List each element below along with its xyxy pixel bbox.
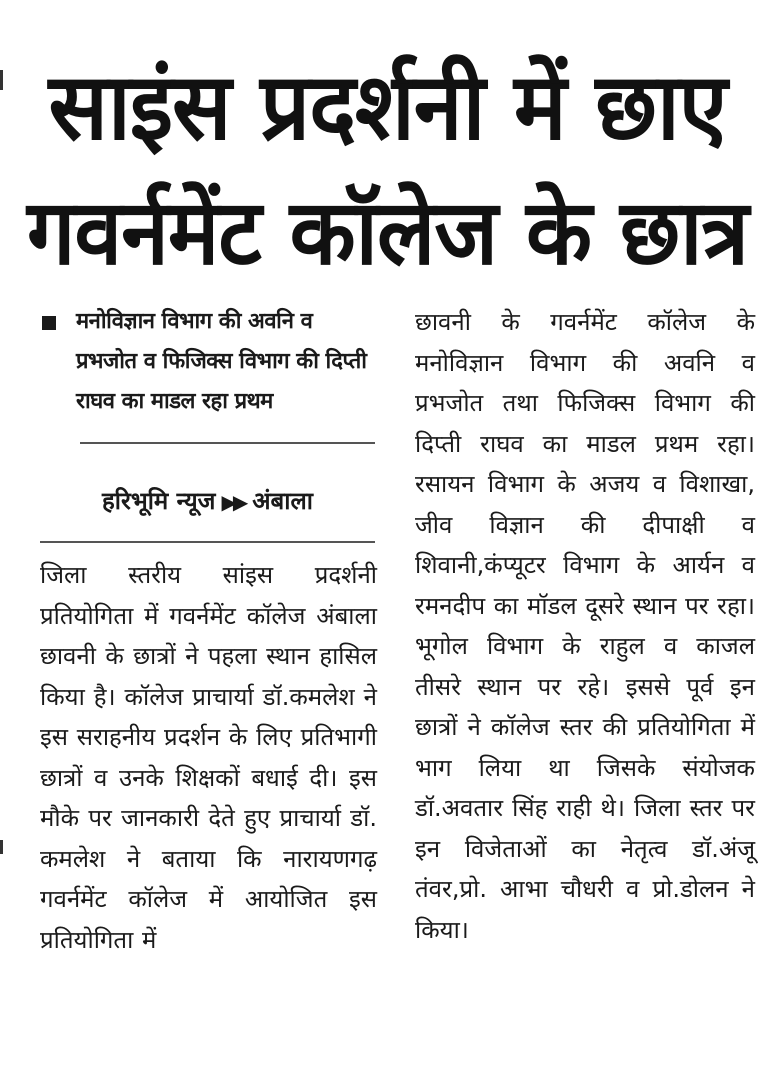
- byline-location: अंबाला: [252, 487, 313, 515]
- edge-mark: [0, 840, 3, 854]
- byline-source: हरिभूमि न्यूज: [102, 487, 216, 515]
- byline: [40, 481, 375, 522]
- article-body-right-column: छावनी के गवर्नमेंट कॉलेज के मनोविज्ञान विभाग की अवनि व प्रभजोत तथा फिजिक्स विभाग की दिप्ती राघव का माडल प्रथम रहा। रसायन विभाग के अजय व विशाखा, जीव विज्ञान की दीपाक्षी व शिवानी,कंप्यूटर विभाग के आर्यन व रमनदीप का मॉडल दूसरे स्थान पर रहा। भूगोल विभाग के राहुल व काजल तीसरे स्थान पर रहे। इससे पूर्व इन छात्रों ने कॉलेज स्तर की प्रतियोगिता में भाग लिया था जिसके संयोजक डॉ.अवतार सिंह राही थे। जिला स्तर पर इन विजेताओं का नेतृत्व डॉ.अंजू तंवर,प्रो. आभा चौधरी व प्रो.डोलन ने किया।: [415, 308, 756, 944]
- edge-mark: [0, 70, 3, 90]
- divider-rule-bottom: [40, 541, 375, 543]
- headline-line-2: गवर्नमेंट कॉलेज के छात्र: [26, 180, 749, 286]
- bullet-square-icon: [42, 316, 56, 330]
- subheading: मनोविज्ञान विभाग की अवनि व प्रभजोत व फिजिक्स विभाग की दिप्ती राघव का माडल रहा प्रथम: [76, 309, 367, 414]
- article-body-left-column: जिला स्तरीय सांइस प्रदर्शनी प्रतियोगिता में गवर्नमेंट कॉलेज अंबाला छावनी के छात्रों ने पहला स्थान हासिल किया है। कॉलेज प्राचार्या डॉ.कमलेश ने इस सराहनीय प्रदर्शन के लिए प्रतिभागी छात्रों व उनके शिक्षकों बधाई दी। इस मौके पर जानकारी देते हुए प्राचार्या डॉ. कमलेश ने बताया कि नारायणगढ़ गवर्नमेंट कॉलेज में आयोजित इस प्रतियोगिता में: [40, 561, 377, 954]
- fast-forward-icon: ▶▶: [221, 490, 245, 514]
- headline-line-1: साइंस प्रदर्शनी में छाए: [48, 52, 727, 161]
- divider-rule-top: [80, 442, 375, 444]
